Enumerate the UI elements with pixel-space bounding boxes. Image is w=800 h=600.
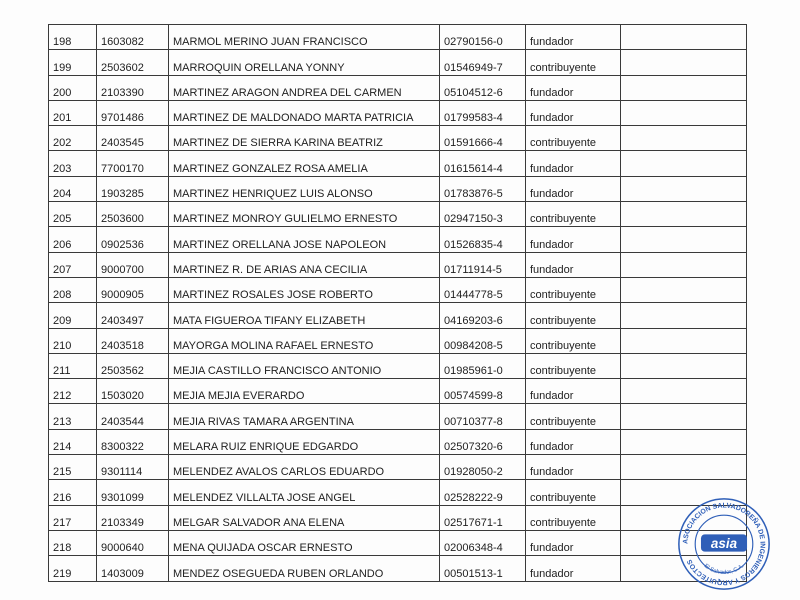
table-row (49, 556, 747, 581)
table-row (49, 429, 747, 454)
member-id-cell: 01591666-4 (440, 126, 526, 151)
empty-cell (621, 151, 747, 176)
row-number-cell: 206 (49, 227, 97, 252)
empty-cell (621, 277, 747, 302)
member-name-cell: MEJIA RIVAS TAMARA ARGENTINA (169, 404, 440, 429)
member-name-cell: MELARA RUIZ ENRIQUE EDGARDO (169, 429, 440, 454)
member-id-cell: 01985961-0 (440, 353, 526, 378)
member-id-cell: 04169203-6 (440, 303, 526, 328)
member-type-cell: contribuyente (526, 480, 621, 505)
member-name-cell: MARMOL MERINO JUAN FRANCISCO (169, 25, 440, 50)
table-row (49, 25, 747, 50)
table-row (49, 50, 747, 75)
member-name-cell: MARTINEZ MONROY GULIELMO ERNESTO (169, 202, 440, 227)
member-type-cell: contribuyente (526, 404, 621, 429)
member-name-cell: MATA FIGUEROA TIFANY ELIZABETH (169, 303, 440, 328)
empty-cell (621, 303, 747, 328)
member-type-cell: contribuyente (526, 303, 621, 328)
empty-cell (621, 75, 747, 100)
member-name-cell: MELGAR SALVADOR ANA ELENA (169, 505, 440, 530)
empty-cell (621, 50, 747, 75)
registry-body (49, 25, 747, 582)
member-type-cell: fundador (526, 530, 621, 555)
member-id-cell: 01546949-7 (440, 50, 526, 75)
table-row (49, 379, 747, 404)
member-code-cell: 2403518 (97, 328, 169, 353)
member-type-cell: contribuyente (526, 353, 621, 378)
member-code-cell: 2503602 (97, 50, 169, 75)
member-id-cell: 00984208-5 (440, 328, 526, 353)
row-number-cell: 202 (49, 126, 97, 151)
member-id-cell: 02947150-3 (440, 202, 526, 227)
member-id-cell: 01711914-5 (440, 252, 526, 277)
member-name-cell: MAYORGA MOLINA RAFAEL ERNESTO (169, 328, 440, 353)
empty-cell (621, 379, 747, 404)
table-row (49, 277, 747, 302)
member-name-cell: MEJIA CASTILLO FRANCISCO ANTONIO (169, 353, 440, 378)
table-row (49, 480, 747, 505)
member-code-cell: 2403545 (97, 126, 169, 151)
table-row (49, 530, 747, 555)
row-number-cell: 218 (49, 530, 97, 555)
member-type-cell: fundador (526, 151, 621, 176)
member-type-cell: fundador (526, 252, 621, 277)
member-code-cell: 2403544 (97, 404, 169, 429)
member-code-cell: 2503600 (97, 202, 169, 227)
table-row (49, 455, 747, 480)
member-code-cell: 9000640 (97, 530, 169, 555)
member-type-cell: contribuyente (526, 328, 621, 353)
member-name-cell: MENDEZ OSEGUEDA RUBEN ORLANDO (169, 556, 440, 581)
member-type-cell: fundador (526, 227, 621, 252)
member-id-cell: 01783876-5 (440, 176, 526, 201)
member-id-cell: 02507320-6 (440, 429, 526, 454)
row-number-cell: 212 (49, 379, 97, 404)
member-name-cell: MARTINEZ ORELLANA JOSE NAPOLEON (169, 227, 440, 252)
empty-cell (621, 455, 747, 480)
member-id-cell: 01444778-5 (440, 277, 526, 302)
member-type-cell: contribuyente (526, 505, 621, 530)
member-type-cell: fundador (526, 25, 621, 50)
row-number-cell: 200 (49, 75, 97, 100)
row-number-cell: 204 (49, 176, 97, 201)
row-number-cell: 217 (49, 505, 97, 530)
member-type-cell: fundador (526, 100, 621, 125)
table-row (49, 328, 747, 353)
member-id-cell: 00501513-1 (440, 556, 526, 581)
member-name-cell: MEJIA MEJIA EVERARDO (169, 379, 440, 404)
member-registry-table (48, 24, 747, 582)
member-code-cell: 7700170 (97, 151, 169, 176)
member-id-cell: 02790156-0 (440, 25, 526, 50)
table-row (49, 404, 747, 429)
row-number-cell: 199 (49, 50, 97, 75)
member-name-cell: MELENDEZ VILLALTA JOSE ANGEL (169, 480, 440, 505)
seal-bottom-text: El Salvador, C.A. (702, 563, 746, 576)
member-id-cell: 01928050-2 (440, 455, 526, 480)
member-id-cell: 00710377-8 (440, 404, 526, 429)
member-id-cell: 02528222-9 (440, 480, 526, 505)
row-number-cell: 210 (49, 328, 97, 353)
member-type-cell: contribuyente (526, 126, 621, 151)
member-id-cell: 01526835-4 (440, 227, 526, 252)
row-number-cell: 214 (49, 429, 97, 454)
table-row (49, 353, 747, 378)
empty-cell (621, 176, 747, 201)
member-id-cell: 01799583-4 (440, 100, 526, 125)
row-number-cell: 201 (49, 100, 97, 125)
member-code-cell: 1503020 (97, 379, 169, 404)
member-type-cell: contribuyente (526, 277, 621, 302)
member-id-cell: 01615614-4 (440, 151, 526, 176)
member-name-cell: MARTINEZ R. DE ARIAS ANA CECILIA (169, 252, 440, 277)
empty-cell (621, 429, 747, 454)
member-name-cell: MELENDEZ AVALOS CARLOS EDUARDO (169, 455, 440, 480)
member-code-cell: 0902536 (97, 227, 169, 252)
member-code-cell: 9301099 (97, 480, 169, 505)
member-code-cell: 9000905 (97, 277, 169, 302)
member-type-cell: fundador (526, 75, 621, 100)
seal-logo-text: asia (710, 535, 738, 551)
member-type-cell: contribuyente (526, 202, 621, 227)
empty-cell (621, 25, 747, 50)
member-id-cell: 02517671-1 (440, 505, 526, 530)
table-row (49, 151, 747, 176)
row-number-cell: 203 (49, 151, 97, 176)
association-seal (676, 496, 772, 592)
row-number-cell: 215 (49, 455, 97, 480)
table-row (49, 202, 747, 227)
empty-cell (621, 252, 747, 277)
member-code-cell: 2103349 (97, 505, 169, 530)
member-name-cell: MARTINEZ ROSALES JOSE ROBERTO (169, 277, 440, 302)
member-code-cell: 9301114 (97, 455, 169, 480)
member-name-cell: MARTINEZ ARAGON ANDREA DEL CARMEN (169, 75, 440, 100)
table-row (49, 126, 747, 151)
member-code-cell: 8300322 (97, 429, 169, 454)
member-name-cell: MARTINEZ HENRIQUEZ LUIS ALONSO (169, 176, 440, 201)
member-name-cell: MENA QUIJADA OSCAR ERNESTO (169, 530, 440, 555)
member-code-cell: 1903285 (97, 176, 169, 201)
table-row (49, 75, 747, 100)
member-type-cell: contribuyente (526, 50, 621, 75)
row-number-cell: 209 (49, 303, 97, 328)
table-row (49, 176, 747, 201)
member-type-cell: fundador (526, 455, 621, 480)
empty-cell (621, 404, 747, 429)
member-code-cell: 1603082 (97, 25, 169, 50)
member-code-cell: 9000700 (97, 252, 169, 277)
member-name-cell: MARTINEZ GONZALEZ ROSA AMELIA (169, 151, 440, 176)
member-type-cell: fundador (526, 429, 621, 454)
empty-cell (621, 126, 747, 151)
member-code-cell: 2503562 (97, 353, 169, 378)
member-name-cell: MARTINEZ DE SIERRA KARINA BEATRIZ (169, 126, 440, 151)
empty-cell (621, 100, 747, 125)
row-number-cell: 216 (49, 480, 97, 505)
member-id-cell: 05104512-6 (440, 75, 526, 100)
row-number-cell: 219 (49, 556, 97, 581)
empty-cell (621, 202, 747, 227)
table-row (49, 227, 747, 252)
member-name-cell: MARROQUIN ORELLANA YONNY (169, 50, 440, 75)
seal-ring-text: ASOCIACION SALVADOREÑA DE INGENIEROS Y ARQUITECTOS (682, 502, 766, 586)
member-code-cell: 9701486 (97, 100, 169, 125)
row-number-cell: 213 (49, 404, 97, 429)
row-number-cell: 198 (49, 25, 97, 50)
empty-cell (621, 328, 747, 353)
member-code-cell: 2403497 (97, 303, 169, 328)
row-number-cell: 207 (49, 252, 97, 277)
member-type-cell: fundador (526, 556, 621, 581)
member-name-cell: MARTINEZ DE MALDONADO MARTA PATRICIA (169, 100, 440, 125)
member-code-cell: 2103390 (97, 75, 169, 100)
empty-cell (621, 227, 747, 252)
member-id-cell: 02006348-4 (440, 530, 526, 555)
row-number-cell: 205 (49, 202, 97, 227)
table-row (49, 505, 747, 530)
member-code-cell: 1403009 (97, 556, 169, 581)
empty-cell (621, 353, 747, 378)
member-type-cell: fundador (526, 379, 621, 404)
row-number-cell: 211 (49, 353, 97, 378)
table-row (49, 100, 747, 125)
member-type-cell: fundador (526, 176, 621, 201)
table-row (49, 252, 747, 277)
row-number-cell: 208 (49, 277, 97, 302)
member-id-cell: 00574599-8 (440, 379, 526, 404)
table-row (49, 303, 747, 328)
